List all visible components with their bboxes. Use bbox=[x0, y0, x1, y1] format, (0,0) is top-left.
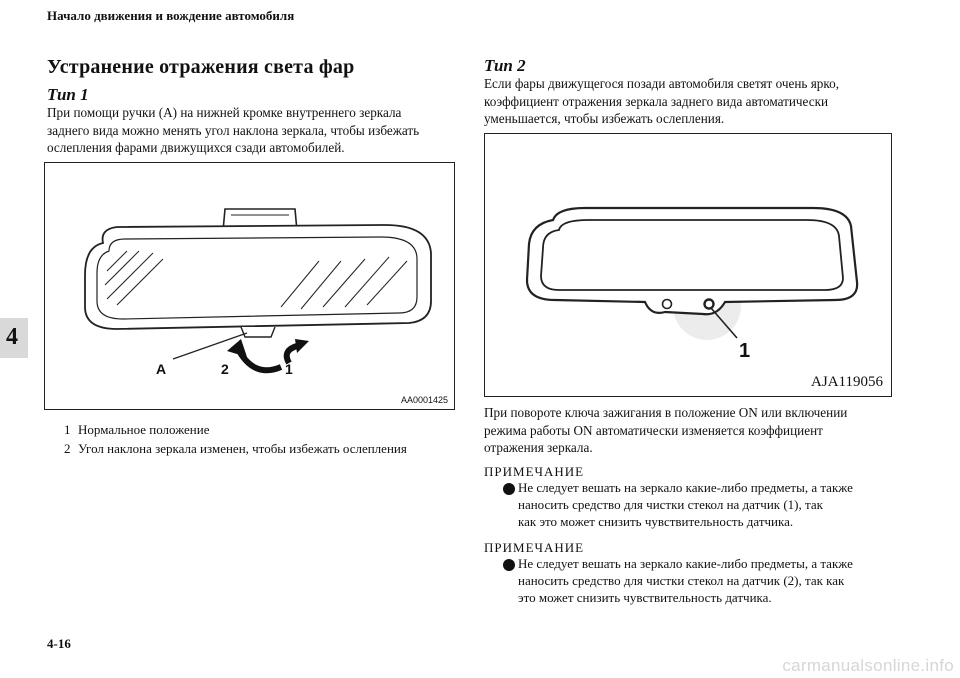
type2-line: коэффициент отражения зеркала заднего вида автоматически bbox=[484, 93, 829, 109]
note-line: наносить средство для чистки стекол на датчик (1), так bbox=[518, 497, 823, 512]
type2-after-line: режима работы ON автоматически изменяется коэффициент bbox=[484, 422, 823, 438]
note-line: Не следует вешать на зеркало какие-либо предметы, а также bbox=[518, 556, 853, 571]
type1-line: При помощи ручки (A) на нижней кромке внутреннего зеркала bbox=[47, 105, 402, 120]
caption-item: 1 Нормальное положение bbox=[64, 422, 210, 437]
chapter-tab-number: 4 bbox=[6, 324, 18, 350]
note-line: наносить средство для чистки стекол на датчик (2), так как bbox=[518, 573, 845, 588]
section-title: Устранение отражения света фар bbox=[47, 56, 355, 78]
note-line: как это может снизить чувствительность датчика. bbox=[518, 514, 794, 529]
label-a: A bbox=[156, 361, 167, 377]
type2-after-line: При повороте ключа зажигания в положение ON или включении bbox=[484, 405, 848, 420]
note-line: Не следует вешать на зеркало какие-либо предметы, а также bbox=[518, 480, 853, 495]
type2-after-line: отражения зеркала. bbox=[484, 440, 593, 455]
type2-paragraph bbox=[484, 75, 904, 128]
type1-captions bbox=[64, 420, 464, 458]
type2-after-paragraph bbox=[484, 404, 904, 457]
figure-code: AJA119056 bbox=[811, 374, 883, 390]
chapter-tab bbox=[0, 318, 28, 358]
label-sensor-1: 1 bbox=[739, 340, 751, 362]
label-1: 1 bbox=[285, 361, 293, 377]
figure-code: AA0001425 bbox=[400, 395, 448, 405]
page-number: 4-16 bbox=[47, 636, 71, 651]
figure-type2 bbox=[484, 133, 892, 397]
type1-line: заднего вида можно менять угол наклона зеркала, чтобы избежать bbox=[47, 122, 420, 138]
note-title: ПРИМЕЧАНИЕ bbox=[484, 464, 585, 479]
auto-dimming-mirror-illustration bbox=[485, 134, 891, 396]
type1-line: ослепления фарами движущихся сзади автомобилей. bbox=[47, 140, 345, 155]
type2-heading: Тип 2 bbox=[484, 56, 526, 75]
label-2: 2 bbox=[221, 361, 229, 377]
note-body bbox=[518, 555, 918, 606]
running-header: Начало движения и вождение автомобиля bbox=[47, 8, 295, 23]
type2-line: Если фары движущегося позади автомобиля светят очень ярко, bbox=[484, 76, 839, 91]
watermark: carmanualsonline.info bbox=[782, 656, 954, 675]
note-title: ПРИМЕЧАНИЕ bbox=[484, 540, 585, 555]
type2-line: уменьшается, чтобы избежать ослепления. bbox=[484, 111, 725, 126]
note-bullet bbox=[503, 559, 515, 571]
note-body bbox=[518, 479, 918, 530]
figure-type1 bbox=[44, 162, 455, 410]
type1-paragraph bbox=[47, 104, 467, 157]
note-bullet bbox=[503, 483, 515, 495]
caption-item: 2 Угол наклона зеркала изменен, чтобы избежать ослепления bbox=[64, 441, 407, 456]
manual-mirror-illustration bbox=[45, 163, 454, 409]
note-line: это может снизить чувствительность датчика. bbox=[518, 590, 772, 605]
type1-heading: Тип 1 bbox=[47, 85, 89, 104]
